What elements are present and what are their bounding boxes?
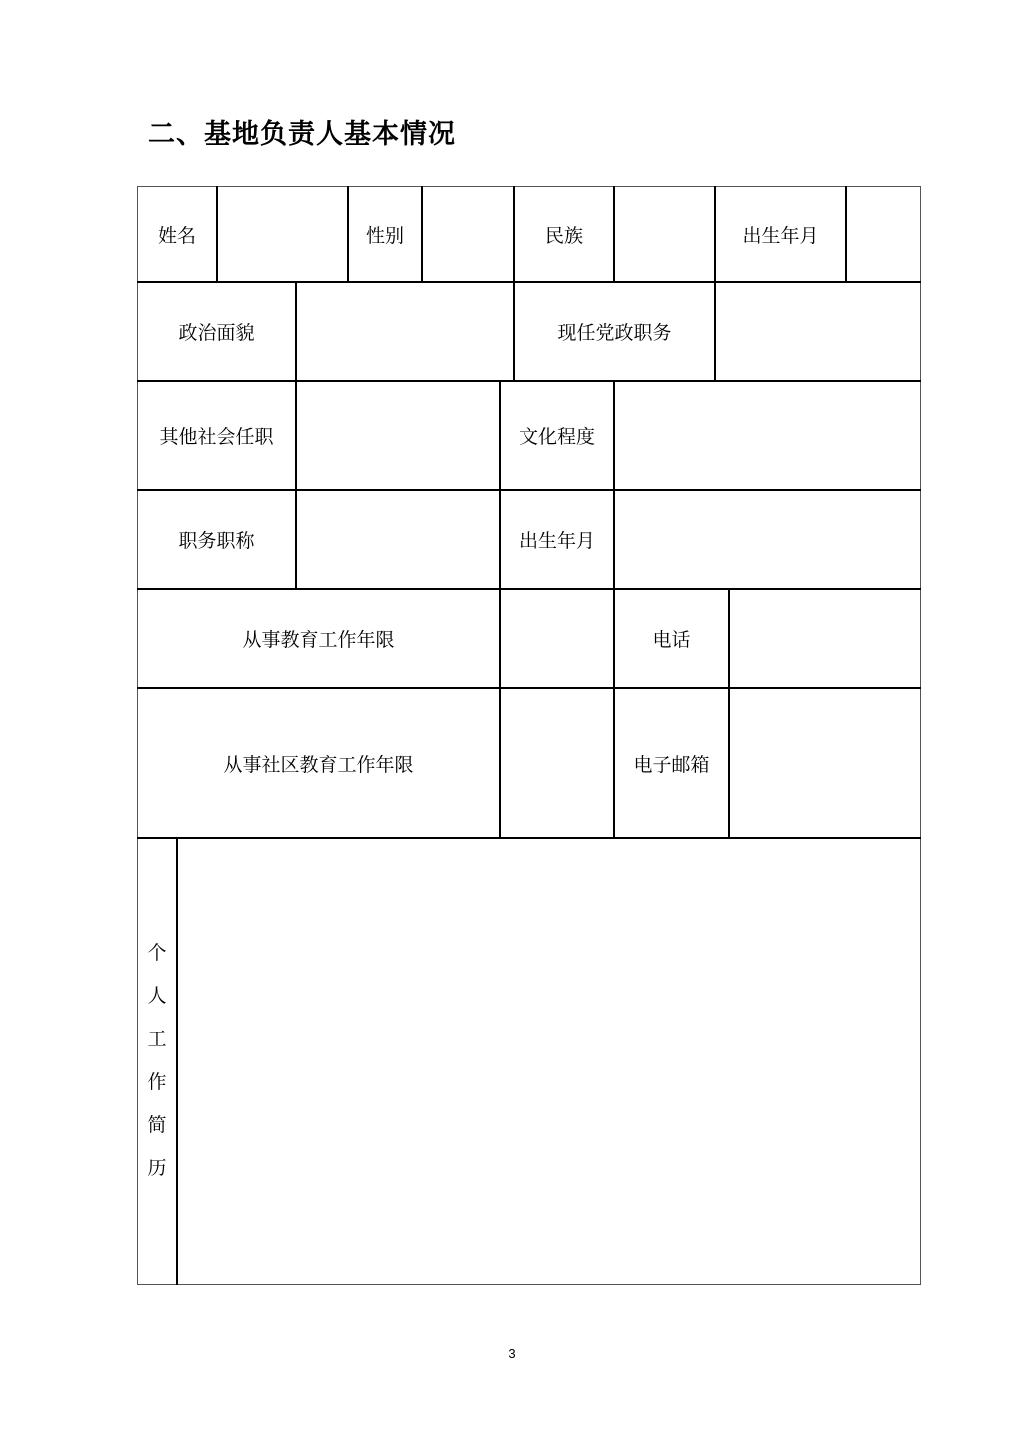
gender-field[interactable] xyxy=(423,186,513,281)
political-status-label: 政治面貌 xyxy=(178,322,255,344)
resume-label-char: 历 xyxy=(147,1157,167,1179)
name-field[interactable] xyxy=(218,186,347,281)
resume-label-char: 人 xyxy=(147,985,167,1007)
job-title-label: 职务职称 xyxy=(178,530,255,552)
political-status-field[interactable] xyxy=(297,283,513,380)
gender-label: 性别 xyxy=(365,224,404,247)
phone-field[interactable] xyxy=(730,590,920,687)
page-number: 3 xyxy=(508,1346,516,1361)
education-level-field[interactable] xyxy=(615,382,920,489)
edu-years-label: 从事教育工作年限 xyxy=(242,629,395,651)
community-edu-years-field[interactable] xyxy=(501,689,613,837)
resume-field[interactable] xyxy=(179,840,920,1284)
leader-info-form xyxy=(137,186,921,1285)
social-post-field[interactable] xyxy=(297,382,499,489)
social-post-label: 其他社会任职 xyxy=(159,426,274,448)
birth-date-label-2: 出生年月 xyxy=(518,530,595,552)
job-title-field[interactable] xyxy=(297,491,499,588)
section-title: 二、基地负责人基本情况 xyxy=(148,119,456,150)
birth-date-field-2[interactable] xyxy=(615,491,920,588)
birth-date-label: 出生年月 xyxy=(742,224,819,247)
resume-label-char: 个 xyxy=(147,942,167,964)
resume-label-char: 简 xyxy=(147,1114,167,1136)
resume-label xyxy=(137,838,177,1284)
education-level-label: 文化程度 xyxy=(518,426,595,448)
edu-years-field[interactable] xyxy=(501,590,613,687)
birth-date-field[interactable] xyxy=(847,186,920,281)
email-label: 电子邮箱 xyxy=(633,753,710,776)
ethnicity-label: 民族 xyxy=(544,224,583,247)
email-field[interactable] xyxy=(730,689,920,837)
phone-label: 电话 xyxy=(652,629,691,651)
name-label: 姓名 xyxy=(157,224,196,247)
resume-label-char: 工 xyxy=(147,1028,167,1050)
party-post-field[interactable] xyxy=(716,283,920,380)
resume-label-char: 作 xyxy=(147,1071,167,1093)
community-edu-years-label: 从事社区教育工作年限 xyxy=(223,753,414,776)
ethnicity-field[interactable] xyxy=(615,186,714,281)
party-post-label: 现任党政职务 xyxy=(557,322,672,344)
